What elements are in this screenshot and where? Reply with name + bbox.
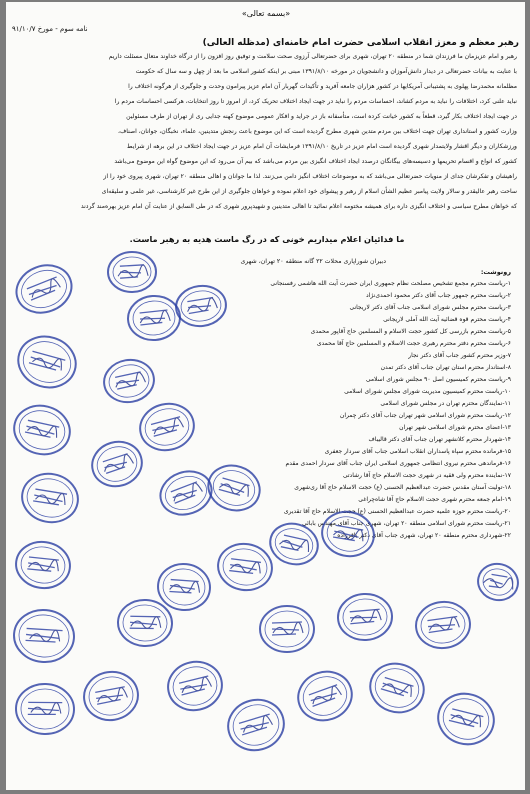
cc-item: ۱۵-فرمانده محترم سپاه پاسداران انقلاب اسلامی جناب آقای سردار جعفری — [324, 448, 511, 455]
cc-item: ۱۶-فرماندهی محترم نیروی انتظامی جمهوری اسلامی ایران جناب آقای سردار احمدی مقدم — [285, 460, 511, 467]
body-line: راهیشان و تفکرشان جدای از منویات حضرتعالی می‌باشد که به موضوعات اختلاف انگیز دامن می‌زنند. لذا ما جوانان و اهالی منطقه ۲۰ تهران، شهری پیروی خود را از — [103, 173, 517, 180]
round-stamp — [436, 692, 496, 746]
round-stamp — [166, 660, 224, 712]
round-stamp — [116, 598, 174, 648]
body-line: کشور که انواع و اقسام تحریمها و دسیسه‌های بیگانگان درصدد ایجاد اختلاف انگیزی بین مردم می‌باشد که بیم آن می‌رود که این موضوع گواه این موضوع می‌باشد — [114, 158, 517, 165]
round-stamp — [258, 604, 316, 654]
cc-item: ۱۹-امام جمعه محترم شهری حجت الاسلام حاج آقا شاه‌چراغی — [358, 496, 511, 503]
signature-line: دبیران شوراپاری محلات ۲۲ گانه منطقه ۲۰ تهران، شهری — [240, 258, 386, 265]
cc-item: ۵-ریاست محترم بازرسی کل کشور حجت الاسلام و المسلمین حاج آقاپور محمدی — [310, 328, 511, 335]
cc-item: ۲-ریاست محترم جمهور جناب آقای دکتر محمود احمدی‌نژاد — [366, 292, 511, 299]
round-stamp — [82, 670, 140, 722]
round-stamp — [174, 284, 228, 328]
body-line: با عنایت به بیانات حضرتعالی در دیدار دانش‌آموزان و دانشجویان در مورخه ۱۳۹۱/۸/۱۰ مبنی بر اینکه کشور اسلامی ما بعد از چهل و سه سال که حکومت — [135, 68, 517, 75]
cc-item: ۳-ریاست محترم مجلس شورای اسلامی جناب آقای دکتر لاریجانی — [349, 304, 511, 311]
cc-item: ۱۲-ریاست محترم شورای اسلامی شهر تهران جناب آقای دکتر چمران — [339, 412, 511, 419]
round-stamp — [368, 662, 426, 714]
cc-item: ۹-ریاست محترم کمیسیون اصل ۹۰ مجلس شورای اسلامی — [365, 376, 511, 383]
body-line: ورزشکاران و دیگر اقشار ولایتمدار شهری گردیده است امام عزیز در تاریخ ۱۳۹۱/۸/۱۰ فرمایشات آن امام عزیز در جهت ایجاد اختلاف در این برهه از شرایط — [126, 143, 517, 150]
round-stamp — [16, 335, 78, 389]
cc-item: ۷-وزیر محترم کشور جناب آقای دکتر نجار — [408, 352, 511, 359]
cc-item: ۱۱-نمایندگان محترم تهران در مجلس شورای اسلامی — [380, 400, 511, 407]
round-stamp — [206, 464, 262, 512]
round-stamp — [12, 608, 76, 664]
cc-item: ۱۴-شهردار محترم کلانشهر تهران جناب آقای دکتر قالیباف — [368, 436, 511, 443]
round-stamp — [476, 562, 520, 602]
round-stamp — [20, 472, 80, 524]
body-line: نباید علنی کرد، اختلافات را نباید به مردم کشاند، احساسات مردم را نباید در جهت ایجاد اختلاف تحریک کرد، از امروز تا روز انتخابات، هرکسی احساسات مردم را — [114, 98, 517, 105]
cc-item: ۱-ریاست محترم مجمع تشخیص مصلحت نظام جمهوری ایران حضرت آیت الله هاشمی رفسنجانی — [270, 280, 511, 287]
cc-item: ۱۷-نماینده محترم ولی فقیه در شهری حجت الاسلام حاج آقا رشادتی — [342, 472, 511, 479]
round-stamp — [90, 440, 144, 488]
body-line: که خواهان مطرح سیاسی و اختلاف انگیزی داره برای همیشه مختومه اعلام نمائید تا اهالی متدینین و شهیدپرور شهری که در طی السابق از عنایت آن امام عزیز بهره‌مند گردند — [80, 203, 517, 210]
bismillah-heading: «بسمه تعالی» — [241, 9, 291, 18]
round-stamp — [296, 670, 354, 722]
round-stamp — [14, 264, 74, 314]
body-line: مظلمانه محمدرضا پهلوی به پشتیبانی آمریکایها در کشور هزاران جامعه آفرید و تأکیدات گهربار آن امام عزیز پیرامون وحدت و جلوگیری از هرگونه اختلاف را — [128, 83, 517, 90]
cc-item: ۶-ریاست محترم دفتر محترم رهبری حجت الاسلام و المسلمین حاج آقا محمدی — [316, 340, 511, 347]
cc-item: ۲۰-ریاست محترم حوزه علمیه حضرت عبدالعظیم الحسنی (ع) حجت الاسلام حاج آقا تقدیری — [283, 508, 511, 515]
round-stamp — [14, 540, 72, 590]
round-stamp — [336, 592, 394, 642]
round-stamp — [216, 542, 274, 592]
body-line: ساحت رهبر عالیقدر و سالار ولایت پیامبر عظیم الشأن اسلام از رهبر و پیشوای خود اعلام نموده و خواهان جلوگیری از این طرح غیر کارشناسی، غیر علمی و سلیقه‌ای — [101, 188, 517, 195]
cc-item: ۲۱-ریاست محترم شورای اسلامی منطقه ۲۰ تهران، شهری جناب آقای مهندس بابائی — [302, 520, 511, 527]
round-stamp — [138, 402, 196, 452]
cc-heading: رونوشت: — [480, 268, 511, 276]
body-line: رهبر و امام عزیزمان ما فرزندان شما در منطقه ۲۰ تهران، شهری برای حضرتعالی آرزوی صحت سلامت و توفیق روز افزون را از درگاه خداوند متعال مسئلت داریم — [108, 53, 517, 60]
cc-item: ۱۳-اعضای محترم شورای اسلامی شهر تهران — [399, 424, 511, 431]
round-stamp — [106, 250, 158, 294]
round-stamp — [226, 698, 286, 752]
body-line: در جهت ایجاد اختلاف بکار گیرد، قطعاً به کشور خیانت کرده است، متأسفانه باز در جراید و افکار عمومی موضوع کهنه جدایی ری از تهران از طرف مسئولین — [126, 113, 517, 120]
round-stamp — [12, 404, 72, 456]
round-stamp — [14, 682, 76, 736]
salutation: رهبر معظم و معزز انقلاب اسلامی حضرت امام خامنه‌ای (مدظله العالی) — [202, 38, 519, 48]
letter-page — [6, 2, 525, 790]
cc-item: ۴-ریاست محترم قوه قضائیه آیت الله آملی لاریجانی — [383, 316, 511, 323]
round-stamp — [414, 600, 472, 650]
round-stamp — [320, 510, 376, 558]
cc-item: ۸-استاندار محترم استان تهران جناب آقای دکتر تمدن — [380, 364, 511, 371]
letter-number: نامه سوم - مورخ ۹۱/۱۰/۷ — [12, 25, 88, 33]
closing-statement: ما فدائیان اعلام میداریم خونی که در رگ ماست هدیه به رهبر ماست. — [129, 234, 405, 244]
body-line: وزارت کشور و استانداری تهران جهت اختلاف بین مردم متدین شهری مطرح گردیده است که این موضوع باعث رنجش متدینین، علماء، نخبگان، جوانان، اصناف، — [117, 128, 517, 135]
cc-item: ۱۰-ریاست محترم کمیسیون مدیریت شورای مجلس شورای اسلامی — [344, 388, 511, 395]
round-stamp — [268, 522, 320, 566]
cc-item: ۲۲-شهرداری محترم منطقه ۲۰ تهران، شهری جناب آقای دکتر باقرزاده — [337, 532, 511, 539]
cc-item: ۱۸-تولیت آستان مقدس حضرت عبدالعظیم الحسنی (ع) حجت الاسلام حاج آقا ری‌شهری — [294, 484, 511, 491]
round-stamp — [102, 358, 156, 404]
